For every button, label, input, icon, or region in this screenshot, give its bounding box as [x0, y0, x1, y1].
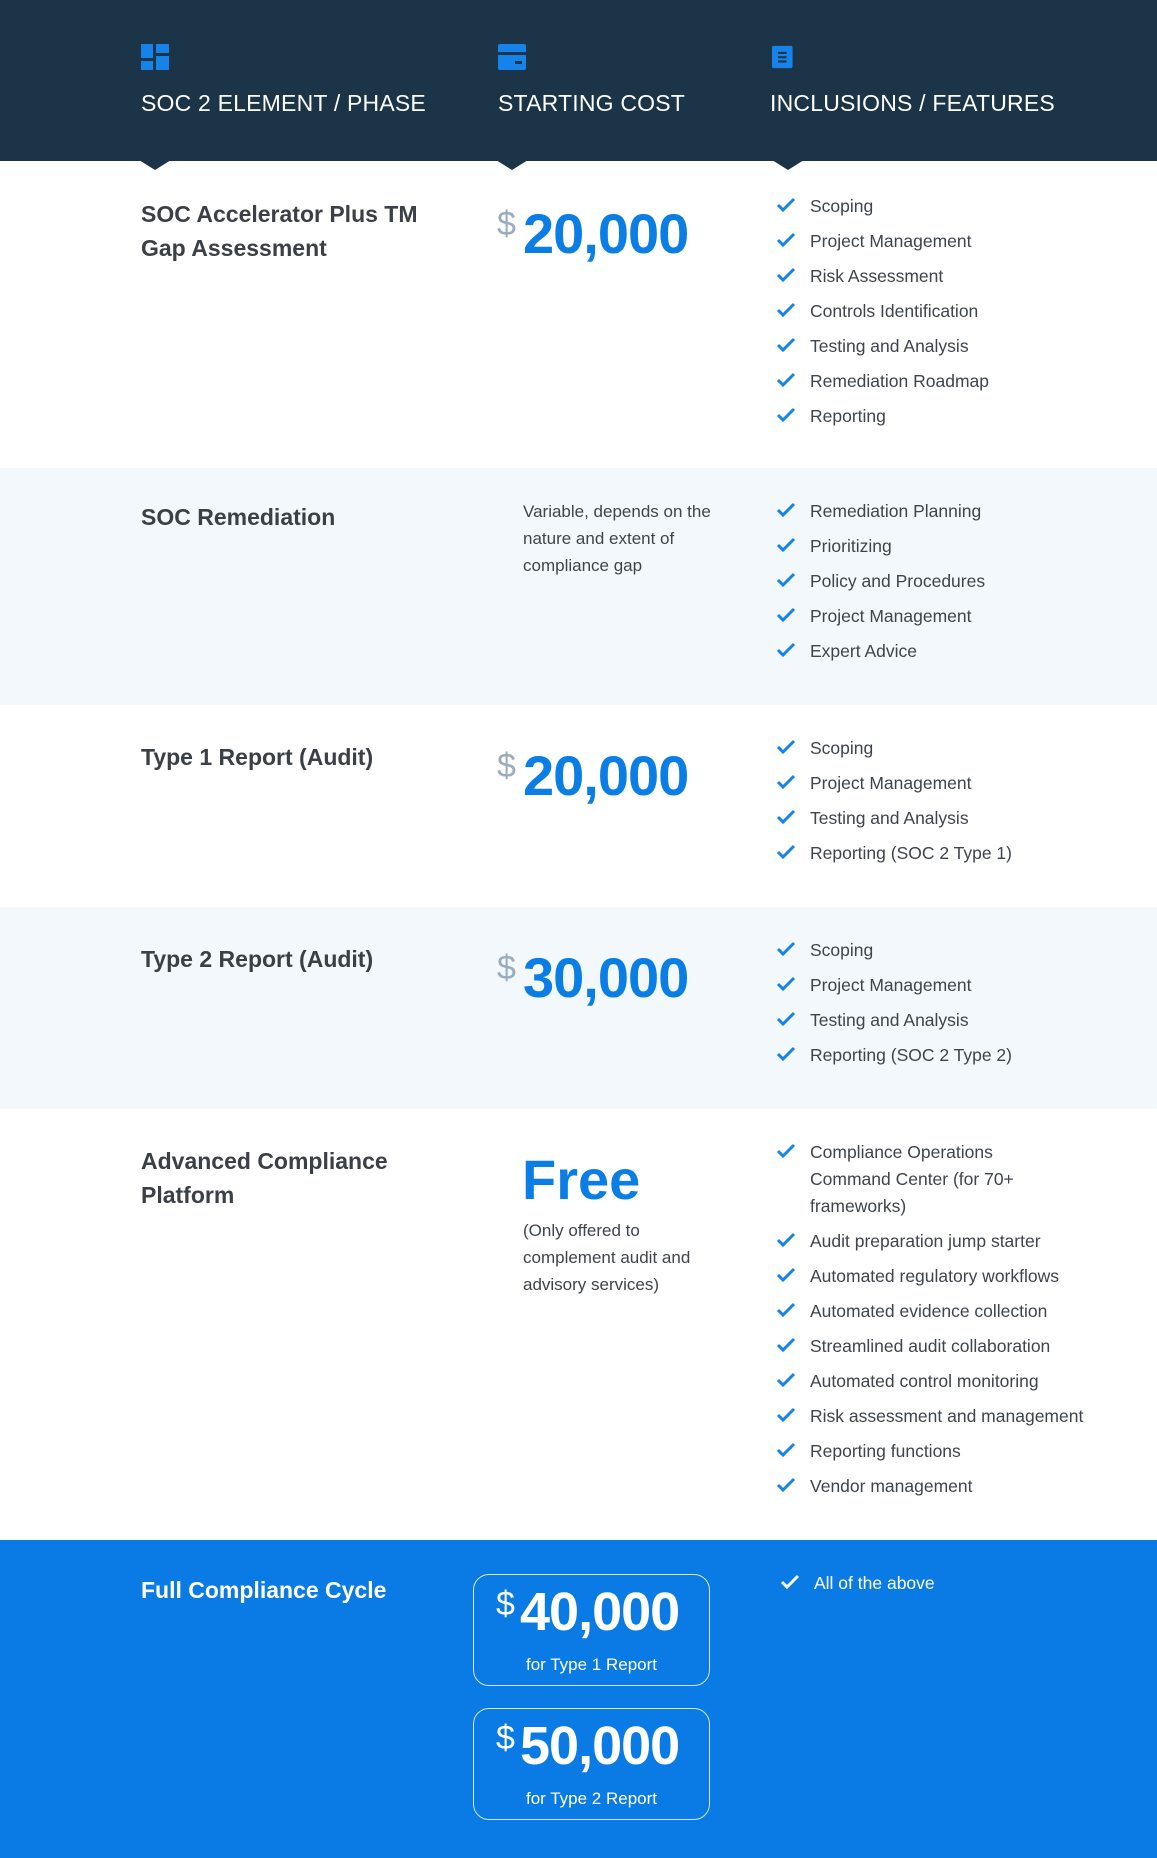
price-amount: 20,000	[523, 744, 689, 807]
check-icon	[776, 976, 796, 992]
row-remediation	[0, 468, 1157, 705]
row-title: SOC Remediation	[141, 504, 336, 530]
feature-item	[776, 193, 989, 220]
check-icon	[776, 1011, 796, 1027]
row-platform	[0, 1109, 1157, 1540]
price-amount: 40,000	[520, 1582, 680, 1642]
feature-item	[776, 603, 985, 630]
check-icon	[776, 232, 796, 248]
feature-text: Risk Assessment	[810, 266, 944, 286]
feature-text: Vendor management	[810, 1476, 973, 1496]
feature-item	[776, 1333, 1083, 1360]
feature-item	[776, 805, 1012, 832]
cost-note: (Only offered to complement audit and advisory services)	[523, 1221, 691, 1294]
feature-item	[776, 1228, 1083, 1255]
feature-item	[776, 1139, 1030, 1220]
feature-item	[776, 972, 1012, 999]
feature-item	[776, 1298, 1083, 1325]
price-amount: 30,000	[523, 946, 689, 1009]
feature-list	[776, 937, 1012, 1077]
feature-text: All of the above	[814, 1573, 935, 1593]
check-icon	[776, 372, 796, 388]
check-icon	[776, 537, 796, 553]
row-full-cycle	[0, 1540, 1157, 1858]
feature-text: Scoping	[810, 940, 874, 960]
header-label-phase: SOC 2 ELEMENT / PHASE	[141, 90, 426, 116]
check-icon	[776, 407, 796, 423]
feature-item	[776, 333, 989, 360]
feature-text: Reporting functions	[810, 1441, 961, 1461]
feature-item	[776, 1473, 1083, 1500]
feature-text: Testing and Analysis	[810, 336, 969, 356]
dashboard-icon	[141, 44, 169, 70]
check-icon	[776, 267, 796, 283]
feature-item	[776, 1007, 1012, 1034]
currency-symbol: $	[497, 747, 516, 785]
feature-item	[776, 1042, 1012, 1069]
price-free: Free	[522, 1148, 641, 1211]
check-icon	[776, 197, 796, 213]
feature-item	[776, 638, 985, 665]
check-icon	[776, 774, 796, 790]
feature-item	[776, 840, 1012, 867]
feature-list	[780, 1570, 935, 1605]
feature-text: Scoping	[810, 196, 874, 216]
feature-text: Audit preparation jump starter	[810, 1231, 1041, 1251]
check-icon	[776, 1407, 796, 1423]
feature-text: Compliance Operations Command Center (for 70+ frameworks)	[810, 1142, 1014, 1216]
check-icon	[776, 1267, 796, 1283]
feature-text: Remediation Roadmap	[810, 371, 989, 391]
feature-text: Streamlined audit collaboration	[810, 1336, 1051, 1356]
check-icon	[776, 1143, 796, 1159]
feature-item	[776, 403, 989, 430]
feature-text: Testing and Analysis	[810, 808, 969, 828]
feature-text: Project Management	[810, 975, 972, 995]
feature-text: Risk assessment and management	[810, 1406, 1084, 1426]
feature-item	[776, 228, 989, 255]
feature-item	[776, 770, 1012, 797]
feature-text: Reporting	[810, 406, 886, 426]
feature-item	[776, 368, 989, 395]
check-icon	[776, 739, 796, 755]
feature-text: Reporting (SOC 2 Type 1)	[810, 843, 1012, 863]
check-icon	[776, 1302, 796, 1318]
feature-item	[776, 263, 989, 290]
feature-list	[776, 1139, 1083, 1508]
feature-text: Scoping	[810, 738, 874, 758]
feature-item	[776, 568, 985, 595]
check-icon	[776, 844, 796, 860]
price-box-type1	[473, 1574, 710, 1686]
feature-text: Testing and Analysis	[810, 1010, 969, 1030]
feature-text: Prioritizing	[810, 536, 892, 556]
check-icon	[776, 1442, 796, 1458]
header-label-features: INCLUSIONS / FEATURES	[770, 90, 1055, 116]
feature-text: Controls Identification	[810, 301, 979, 321]
feature-item	[776, 937, 1012, 964]
feature-text: Reporting (SOC 2 Type 2)	[810, 1045, 1012, 1065]
check-icon	[776, 1337, 796, 1353]
table-header	[0, 0, 1157, 161]
feature-text: Automated regulatory workflows	[810, 1266, 1059, 1286]
cost-note: Variable, depends on the nature and extent of compliance gap	[523, 502, 711, 575]
currency-symbol: $	[496, 1585, 515, 1623]
document-icon	[772, 44, 796, 70]
feature-item	[776, 735, 1012, 762]
check-icon	[776, 642, 796, 658]
check-icon	[776, 302, 796, 318]
check-icon	[776, 941, 796, 957]
row-title: Advanced Compliance Platform	[141, 1148, 388, 1208]
feature-text: Remediation Planning	[810, 501, 982, 521]
feature-text: Automated control monitoring	[810, 1371, 1039, 1391]
check-icon	[780, 1574, 800, 1590]
feature-text: Project Management	[810, 231, 972, 251]
price-subtitle: for Type 2 Report	[525, 1789, 658, 1808]
price-amount: 20,000	[523, 202, 689, 265]
feature-item	[776, 1263, 1083, 1290]
price-subtitle: for Type 1 Report	[525, 1655, 658, 1674]
feature-text: Project Management	[810, 773, 972, 793]
row-type1	[0, 705, 1157, 907]
feature-item	[776, 1438, 1083, 1465]
feature-text: Project Management	[810, 606, 972, 626]
check-icon	[776, 1372, 796, 1388]
currency-symbol: $	[497, 949, 516, 987]
feature-list	[776, 193, 989, 438]
feature-text: Expert Advice	[810, 641, 917, 661]
check-icon	[776, 502, 796, 518]
row-type2	[0, 907, 1157, 1109]
feature-item	[776, 1403, 1083, 1430]
feature-list	[776, 735, 1012, 875]
check-icon	[776, 809, 796, 825]
currency-symbol: $	[496, 1719, 515, 1757]
price-amount: 50,000	[520, 1716, 680, 1776]
wallet-icon	[498, 44, 526, 70]
check-icon	[776, 1232, 796, 1248]
row-title: Type 2 Report (Audit)	[141, 946, 374, 972]
feature-item	[780, 1570, 935, 1597]
check-icon	[776, 1477, 796, 1493]
row-title: Type 1 Report (Audit)	[141, 744, 374, 770]
feature-item	[776, 533, 985, 560]
check-icon	[776, 607, 796, 623]
check-icon	[776, 1046, 796, 1062]
feature-text: Policy and Procedures	[810, 571, 986, 591]
price-box-type2	[473, 1708, 710, 1820]
row-title: SOC Accelerator Plus TM Gap Assessment	[141, 201, 418, 261]
header-label-cost: STARTING COST	[498, 90, 686, 116]
feature-text: Automated evidence collection	[810, 1301, 1048, 1321]
currency-symbol: $	[497, 205, 516, 243]
check-icon	[776, 572, 796, 588]
row-title: Full Compliance Cycle	[141, 1577, 387, 1603]
feature-item	[776, 1368, 1083, 1395]
feature-item	[776, 498, 985, 525]
feature-item	[776, 298, 989, 325]
feature-list	[776, 498, 985, 673]
row-gap-assessment	[0, 161, 1157, 468]
check-icon	[776, 337, 796, 353]
